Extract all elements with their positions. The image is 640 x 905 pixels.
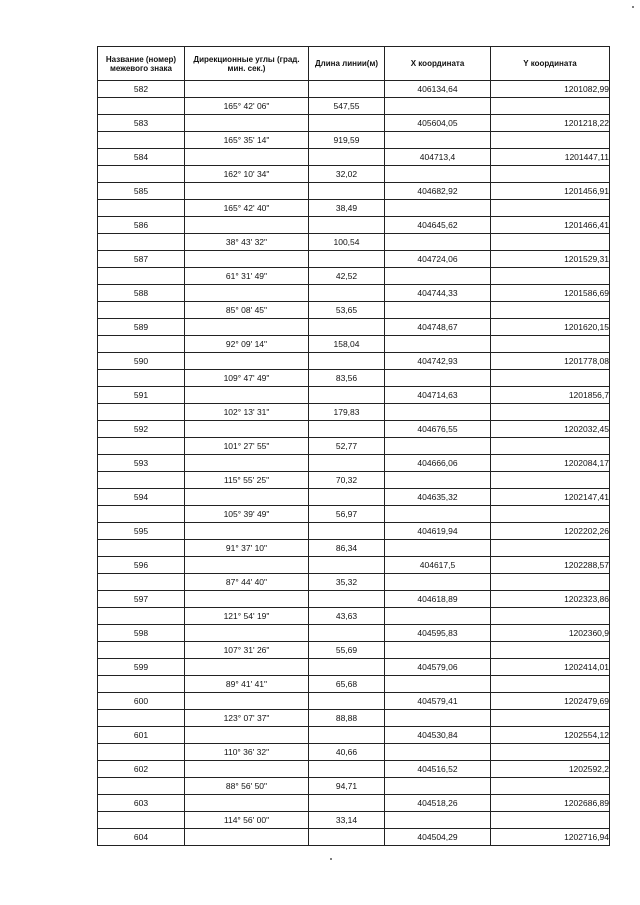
table-row — [98, 404, 610, 421]
empty-cell — [185, 625, 309, 642]
y-coordinate-cell: 1201456,91 — [491, 183, 610, 200]
table-row — [98, 659, 610, 676]
point-name-cell: 597 — [98, 591, 185, 608]
y-coordinate-cell: 1201620,15 — [491, 319, 610, 336]
empty-cell — [309, 727, 385, 744]
empty-cell — [385, 744, 491, 761]
empty-cell — [491, 132, 610, 149]
empty-cell — [98, 778, 185, 795]
line-length-cell: 88,88 — [309, 710, 385, 727]
empty-cell — [185, 591, 309, 608]
empty-cell — [309, 693, 385, 710]
empty-cell — [385, 812, 491, 829]
table-row — [98, 336, 610, 353]
direction-angle-cell: 165° 42' 40" — [185, 200, 309, 217]
empty-cell — [98, 540, 185, 557]
table-row — [98, 506, 610, 523]
empty-cell — [185, 217, 309, 234]
direction-angle-cell: 105° 39' 49" — [185, 506, 309, 523]
empty-cell — [185, 693, 309, 710]
scan-speck — [632, 6, 634, 8]
boundary-coordinates-table — [97, 46, 610, 846]
point-name-cell: 587 — [98, 251, 185, 268]
x-coordinate-cell: 404579,06 — [385, 659, 491, 676]
direction-angle-cell: 102° 13' 31" — [185, 404, 309, 421]
empty-cell — [385, 166, 491, 183]
x-coordinate-cell: 404516,52 — [385, 761, 491, 778]
direction-angle-cell: 87° 44' 40" — [185, 574, 309, 591]
y-coordinate-cell: 1201466,41 — [491, 217, 610, 234]
empty-cell — [491, 506, 610, 523]
x-coordinate-cell: 404724,06 — [385, 251, 491, 268]
table-row — [98, 183, 610, 200]
point-name-cell: 592 — [98, 421, 185, 438]
empty-cell — [385, 234, 491, 251]
empty-cell — [98, 268, 185, 285]
y-coordinate-cell: 1201856,7 — [491, 387, 610, 404]
table-row — [98, 472, 610, 489]
table-row — [98, 387, 610, 404]
point-name-cell: 588 — [98, 285, 185, 302]
line-length-cell: 53,65 — [309, 302, 385, 319]
table-row — [98, 98, 610, 115]
empty-cell — [185, 829, 309, 846]
header-line-length: Длина линии(м) — [309, 47, 385, 81]
empty-cell — [185, 557, 309, 574]
empty-cell — [309, 285, 385, 302]
direction-angle-cell: 88° 56' 50" — [185, 778, 309, 795]
line-length-cell: 38,49 — [309, 200, 385, 217]
table-row — [98, 251, 610, 268]
y-coordinate-cell: 1202202,26 — [491, 523, 610, 540]
empty-cell — [491, 574, 610, 591]
empty-cell — [98, 98, 185, 115]
line-length-cell: 52,77 — [309, 438, 385, 455]
empty-cell — [98, 404, 185, 421]
empty-cell — [491, 778, 610, 795]
empty-cell — [309, 591, 385, 608]
empty-cell — [185, 115, 309, 132]
direction-angle-cell: 114° 56' 00" — [185, 812, 309, 829]
point-name-cell: 602 — [98, 761, 185, 778]
table-row — [98, 642, 610, 659]
empty-cell — [309, 829, 385, 846]
x-coordinate-cell: 404619,94 — [385, 523, 491, 540]
line-length-cell: 158,04 — [309, 336, 385, 353]
direction-angle-cell: 92° 09' 14" — [185, 336, 309, 353]
x-coordinate-cell: 404676,55 — [385, 421, 491, 438]
table-row — [98, 727, 610, 744]
x-coordinate-cell: 406134,64 — [385, 81, 491, 98]
table-row — [98, 455, 610, 472]
line-length-cell: 42,52 — [309, 268, 385, 285]
line-length-cell: 70,32 — [309, 472, 385, 489]
line-length-cell: 94,71 — [309, 778, 385, 795]
empty-cell — [185, 319, 309, 336]
line-length-cell: 32,02 — [309, 166, 385, 183]
table-row — [98, 812, 610, 829]
empty-cell — [491, 642, 610, 659]
empty-cell — [491, 710, 610, 727]
empty-cell — [385, 132, 491, 149]
empty-cell — [98, 472, 185, 489]
y-coordinate-cell: 1201447,11 — [491, 149, 610, 166]
x-coordinate-cell: 404714,63 — [385, 387, 491, 404]
empty-cell — [491, 744, 610, 761]
empty-cell — [185, 489, 309, 506]
empty-cell — [98, 302, 185, 319]
line-length-cell: 86,34 — [309, 540, 385, 557]
empty-cell — [385, 98, 491, 115]
empty-cell — [385, 336, 491, 353]
table-row — [98, 81, 610, 98]
empty-cell — [309, 625, 385, 642]
empty-cell — [185, 149, 309, 166]
empty-cell — [385, 608, 491, 625]
line-length-cell: 56,97 — [309, 506, 385, 523]
table-row — [98, 693, 610, 710]
empty-cell — [98, 336, 185, 353]
table-row — [98, 540, 610, 557]
empty-cell — [309, 183, 385, 200]
x-coordinate-cell: 404518,26 — [385, 795, 491, 812]
line-length-cell: 35,32 — [309, 574, 385, 591]
table-row — [98, 302, 610, 319]
line-length-cell: 55,69 — [309, 642, 385, 659]
empty-cell — [309, 455, 385, 472]
line-length-cell: 100,54 — [309, 234, 385, 251]
direction-angle-cell: 91° 37' 10" — [185, 540, 309, 557]
empty-cell — [491, 608, 610, 625]
empty-cell — [385, 540, 491, 557]
x-coordinate-cell: 404666,06 — [385, 455, 491, 472]
empty-cell — [185, 727, 309, 744]
table-row — [98, 778, 610, 795]
empty-cell — [491, 336, 610, 353]
y-coordinate-cell: 1202716,94 — [491, 829, 610, 846]
table-row — [98, 166, 610, 183]
x-coordinate-cell: 404618,89 — [385, 591, 491, 608]
empty-cell — [185, 795, 309, 812]
table-row — [98, 523, 610, 540]
table-row — [98, 608, 610, 625]
y-coordinate-cell: 1202479,69 — [491, 693, 610, 710]
x-coordinate-cell: 404595,83 — [385, 625, 491, 642]
x-coordinate-cell: 404530,84 — [385, 727, 491, 744]
x-coordinate-cell: 404635,32 — [385, 489, 491, 506]
empty-cell — [385, 438, 491, 455]
empty-cell — [98, 710, 185, 727]
table-row — [98, 710, 610, 727]
empty-cell — [98, 608, 185, 625]
empty-cell — [491, 404, 610, 421]
y-coordinate-cell: 1202414,01 — [491, 659, 610, 676]
empty-cell — [185, 251, 309, 268]
empty-cell — [309, 421, 385, 438]
y-coordinate-cell: 1202686,89 — [491, 795, 610, 812]
x-coordinate-cell: 404682,92 — [385, 183, 491, 200]
point-name-cell: 601 — [98, 727, 185, 744]
point-name-cell: 599 — [98, 659, 185, 676]
empty-cell — [491, 812, 610, 829]
table-row — [98, 625, 610, 642]
table-row — [98, 795, 610, 812]
empty-cell — [309, 795, 385, 812]
point-name-cell: 585 — [98, 183, 185, 200]
direction-angle-cell: 162° 10' 34" — [185, 166, 309, 183]
empty-cell — [98, 200, 185, 217]
empty-cell — [309, 761, 385, 778]
direction-angle-cell: 123° 07' 37" — [185, 710, 309, 727]
direction-angle-cell: 38° 43' 32" — [185, 234, 309, 251]
table-row — [98, 115, 610, 132]
empty-cell — [309, 353, 385, 370]
table-row — [98, 285, 610, 302]
direction-angle-cell: 165° 42' 06" — [185, 98, 309, 115]
empty-cell — [185, 387, 309, 404]
empty-cell — [98, 506, 185, 523]
y-coordinate-cell: 1201778,08 — [491, 353, 610, 370]
point-name-cell: 590 — [98, 353, 185, 370]
table-body — [98, 81, 610, 846]
header-direction-angle: Дирекционные углы (град. мин. сек.) — [185, 47, 309, 81]
table-row — [98, 744, 610, 761]
point-name-cell: 584 — [98, 149, 185, 166]
direction-angle-cell: 61° 31' 49" — [185, 268, 309, 285]
header-y-coordinate: Y координата — [491, 47, 610, 81]
table-row — [98, 489, 610, 506]
x-coordinate-cell: 405604,05 — [385, 115, 491, 132]
x-coordinate-cell: 404742,93 — [385, 353, 491, 370]
table-row — [98, 829, 610, 846]
empty-cell — [98, 166, 185, 183]
y-coordinate-cell: 1201218,22 — [491, 115, 610, 132]
direction-angle-cell: 121° 54' 19" — [185, 608, 309, 625]
line-length-cell: 33,14 — [309, 812, 385, 829]
empty-cell — [98, 438, 185, 455]
point-name-cell: 598 — [98, 625, 185, 642]
table-row — [98, 421, 610, 438]
empty-cell — [491, 540, 610, 557]
point-name-cell: 600 — [98, 693, 185, 710]
table-row — [98, 761, 610, 778]
empty-cell — [491, 302, 610, 319]
point-name-cell: 595 — [98, 523, 185, 540]
table-row — [98, 268, 610, 285]
empty-cell — [185, 81, 309, 98]
table-row — [98, 557, 610, 574]
x-coordinate-cell: 404617,5 — [385, 557, 491, 574]
empty-cell — [309, 489, 385, 506]
empty-cell — [185, 455, 309, 472]
table-row — [98, 676, 610, 693]
y-coordinate-cell: 1202554,12 — [491, 727, 610, 744]
table-row — [98, 438, 610, 455]
x-coordinate-cell: 404748,67 — [385, 319, 491, 336]
empty-cell — [385, 574, 491, 591]
y-coordinate-cell: 1202147,41 — [491, 489, 610, 506]
empty-cell — [491, 370, 610, 387]
empty-cell — [98, 812, 185, 829]
empty-cell — [491, 234, 610, 251]
point-name-cell: 596 — [98, 557, 185, 574]
direction-angle-cell: 165° 35' 14" — [185, 132, 309, 149]
table-row — [98, 217, 610, 234]
empty-cell — [491, 472, 610, 489]
table-row — [98, 132, 610, 149]
empty-cell — [309, 523, 385, 540]
point-name-cell: 603 — [98, 795, 185, 812]
empty-cell — [309, 557, 385, 574]
x-coordinate-cell: 404579,41 — [385, 693, 491, 710]
line-length-cell: 179,83 — [309, 404, 385, 421]
direction-angle-cell: 89° 41' 41" — [185, 676, 309, 693]
scan-speck — [330, 858, 332, 860]
empty-cell — [309, 251, 385, 268]
direction-angle-cell: 101° 27' 55" — [185, 438, 309, 455]
table-header-row — [98, 47, 610, 81]
point-name-cell: 583 — [98, 115, 185, 132]
empty-cell — [385, 778, 491, 795]
empty-cell — [185, 659, 309, 676]
empty-cell — [309, 115, 385, 132]
direction-angle-cell: 107° 31' 26" — [185, 642, 309, 659]
empty-cell — [309, 149, 385, 166]
point-name-cell: 593 — [98, 455, 185, 472]
empty-cell — [98, 642, 185, 659]
y-coordinate-cell: 1201529,31 — [491, 251, 610, 268]
empty-cell — [185, 421, 309, 438]
empty-cell — [309, 217, 385, 234]
x-coordinate-cell: 404504,29 — [385, 829, 491, 846]
table-row — [98, 234, 610, 251]
line-length-cell: 40,66 — [309, 744, 385, 761]
empty-cell — [385, 370, 491, 387]
header-point-name: Название (номер) межевого знака — [98, 47, 185, 81]
y-coordinate-cell: 1202288,57 — [491, 557, 610, 574]
empty-cell — [491, 200, 610, 217]
empty-cell — [185, 285, 309, 302]
empty-cell — [491, 98, 610, 115]
table-row — [98, 319, 610, 336]
line-length-cell: 65,68 — [309, 676, 385, 693]
x-coordinate-cell: 404645,62 — [385, 217, 491, 234]
empty-cell — [185, 353, 309, 370]
table-row — [98, 149, 610, 166]
empty-cell — [98, 132, 185, 149]
empty-cell — [491, 166, 610, 183]
point-name-cell: 582 — [98, 81, 185, 98]
direction-angle-cell: 115° 55' 25" — [185, 472, 309, 489]
empty-cell — [385, 200, 491, 217]
point-name-cell: 591 — [98, 387, 185, 404]
empty-cell — [98, 744, 185, 761]
table-row — [98, 574, 610, 591]
point-name-cell: 604 — [98, 829, 185, 846]
empty-cell — [185, 523, 309, 540]
empty-cell — [98, 574, 185, 591]
table-row — [98, 370, 610, 387]
x-coordinate-cell: 404744,33 — [385, 285, 491, 302]
empty-cell — [98, 676, 185, 693]
empty-cell — [385, 268, 491, 285]
empty-cell — [385, 404, 491, 421]
empty-cell — [385, 710, 491, 727]
point-name-cell: 586 — [98, 217, 185, 234]
direction-angle-cell: 85° 08' 45" — [185, 302, 309, 319]
empty-cell — [385, 302, 491, 319]
line-length-cell: 83,56 — [309, 370, 385, 387]
y-coordinate-cell: 1201586,69 — [491, 285, 610, 302]
empty-cell — [385, 472, 491, 489]
point-name-cell: 594 — [98, 489, 185, 506]
empty-cell — [385, 506, 491, 523]
empty-cell — [309, 319, 385, 336]
empty-cell — [309, 659, 385, 676]
x-coordinate-cell: 404713,4 — [385, 149, 491, 166]
empty-cell — [491, 438, 610, 455]
empty-cell — [309, 387, 385, 404]
empty-cell — [185, 183, 309, 200]
empty-cell — [98, 234, 185, 251]
empty-cell — [385, 642, 491, 659]
empty-cell — [98, 370, 185, 387]
y-coordinate-cell: 1202323,86 — [491, 591, 610, 608]
y-coordinate-cell: 1202032,45 — [491, 421, 610, 438]
empty-cell — [309, 81, 385, 98]
direction-angle-cell: 110° 36' 32" — [185, 744, 309, 761]
y-coordinate-cell: 1202360,9 — [491, 625, 610, 642]
line-length-cell: 43,63 — [309, 608, 385, 625]
line-length-cell: 919,59 — [309, 132, 385, 149]
point-name-cell: 589 — [98, 319, 185, 336]
empty-cell — [185, 761, 309, 778]
empty-cell — [385, 676, 491, 693]
line-length-cell: 547,55 — [309, 98, 385, 115]
y-coordinate-cell: 1202084,17 — [491, 455, 610, 472]
y-coordinate-cell: 1201082,99 — [491, 81, 610, 98]
table-row — [98, 200, 610, 217]
direction-angle-cell: 109° 47' 49" — [185, 370, 309, 387]
header-x-coordinate: X координата — [385, 47, 491, 81]
y-coordinate-cell: 1202592,2 — [491, 761, 610, 778]
table-row — [98, 591, 610, 608]
table-row — [98, 353, 610, 370]
empty-cell — [491, 676, 610, 693]
empty-cell — [491, 268, 610, 285]
